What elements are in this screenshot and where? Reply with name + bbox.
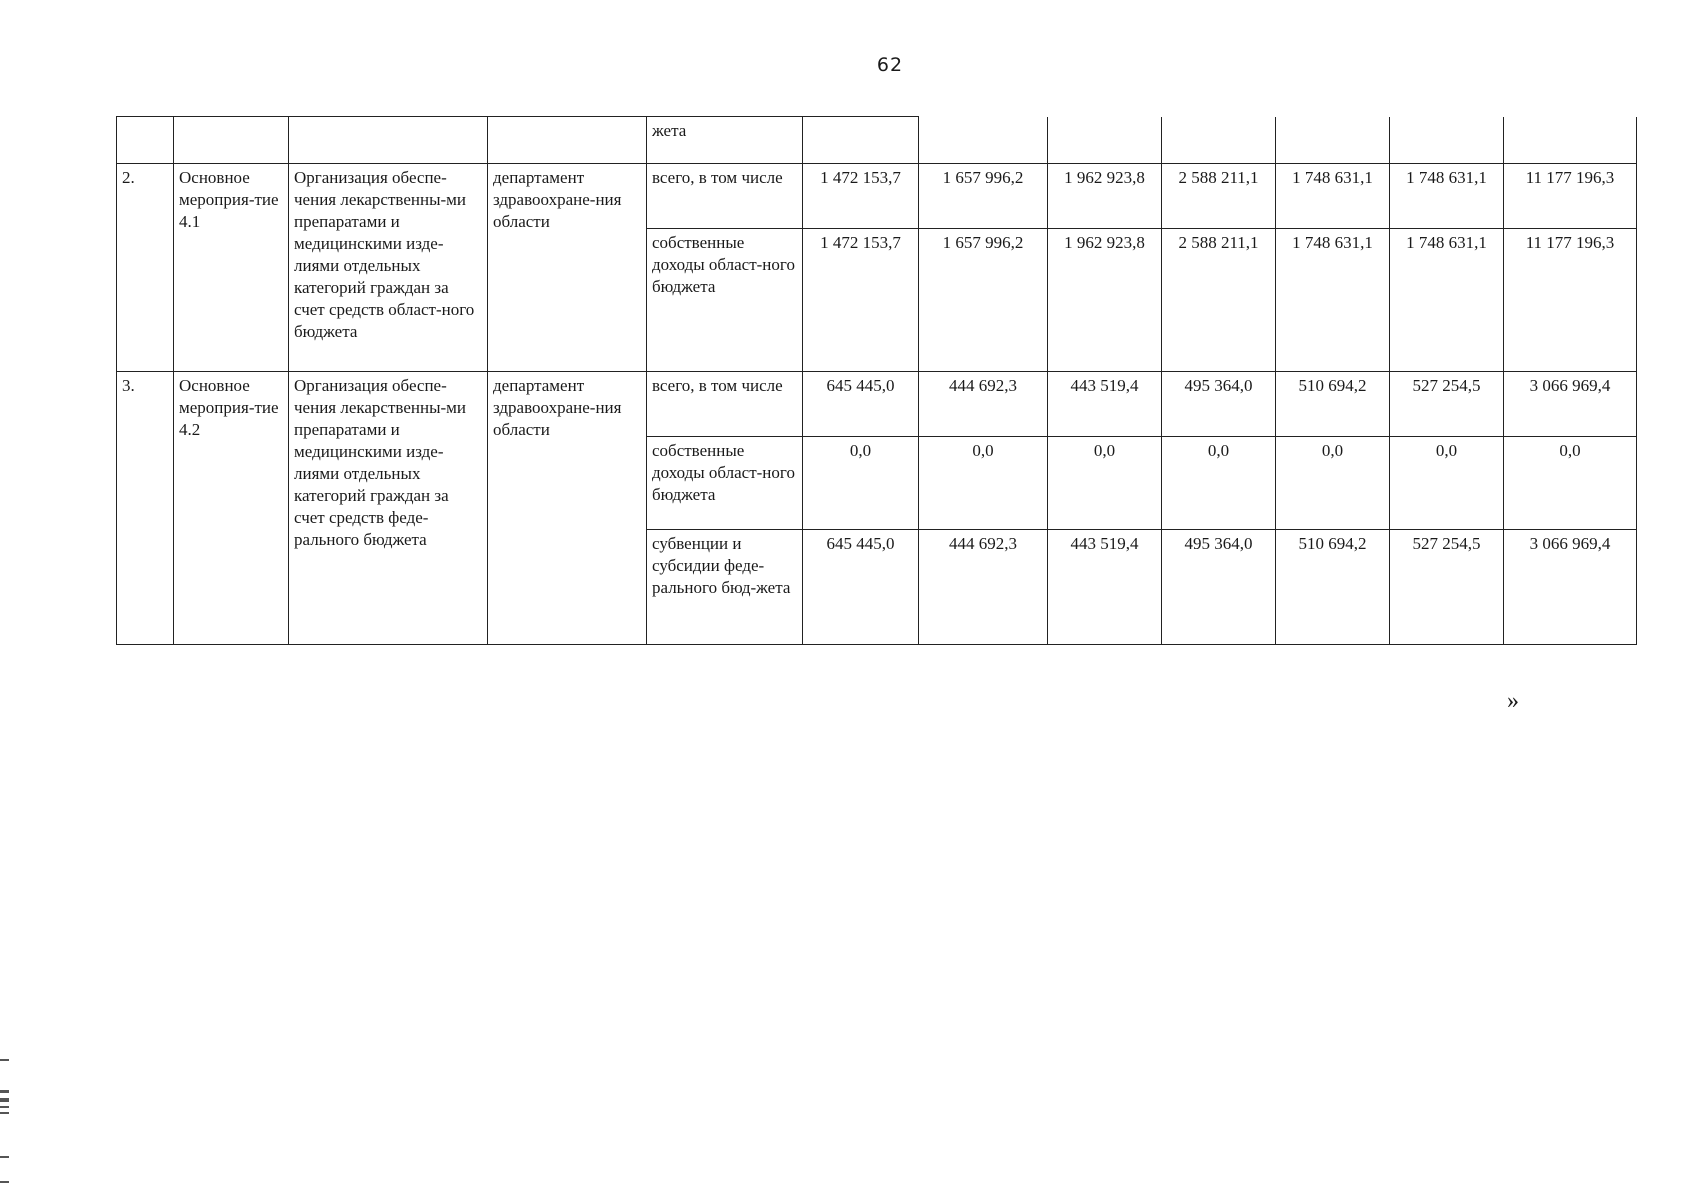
value-cell: 444 692,3 — [919, 372, 1048, 437]
total-cell: 3 066 969,4 — [1504, 372, 1637, 437]
value-cell: 1 657 996,2 — [919, 164, 1048, 229]
source-label: жета — [647, 117, 803, 164]
source-label: субвенции и субсидии феде-рального бюд-жета — [647, 530, 803, 645]
value-cell: 1 962 923,8 — [1048, 164, 1162, 229]
value-cell: 527 254,5 — [1390, 530, 1504, 645]
measure-description: Организация обеспе-чения лекарственны-ми препаратами и медицинскими изде-лиями отдельных категорий граждан за счет средств област-ного бюджета — [289, 164, 488, 372]
value-cell: 0,0 — [1276, 437, 1390, 530]
source-label: собственные доходы област-ного бюджета — [647, 437, 803, 530]
scan-margin-mark — [0, 1059, 9, 1061]
measure-name: Основное мероприя-тие 4.2 — [174, 372, 289, 645]
table-cell — [289, 117, 488, 164]
value-cell: 527 254,5 — [1390, 372, 1504, 437]
value-cell: 443 519,4 — [1048, 530, 1162, 645]
value-cell: 1 962 923,8 — [1048, 229, 1162, 372]
scan-margin-mark — [0, 1181, 9, 1183]
measure-description: Организация обеспе-чения лекарственны-ми препаратами и медицинскими изде-лиями отдельных категорий граждан за счет средств феде-рального бюджета — [289, 372, 488, 645]
scan-margin-mark — [0, 1156, 9, 1158]
value-cell: 0,0 — [1048, 437, 1162, 530]
row-index: 3. — [117, 372, 174, 645]
table-cell — [803, 117, 919, 164]
value-cell: 1 748 631,1 — [1390, 164, 1504, 229]
value-cell: 495 364,0 — [1162, 372, 1276, 437]
table-cell — [1504, 117, 1637, 164]
source-label: всего, в том числе — [647, 372, 803, 437]
executor: департамент здравоохране-ния области — [488, 164, 647, 372]
value-cell: 510 694,2 — [1276, 372, 1390, 437]
table-row — [117, 117, 1637, 164]
scan-margin-mark — [0, 1098, 9, 1102]
value-cell: 444 692,3 — [919, 530, 1048, 645]
table-cell — [1162, 117, 1276, 164]
value-cell: 2 588 211,1 — [1162, 229, 1276, 372]
value-cell: 645 445,0 — [803, 372, 919, 437]
executor: департамент здравоохране-ния области — [488, 372, 647, 645]
value-cell: 495 364,0 — [1162, 530, 1276, 645]
scan-margin-mark — [0, 1106, 9, 1108]
table-row — [117, 372, 1637, 437]
table-cell — [174, 117, 289, 164]
scan-margin-mark — [0, 1112, 9, 1114]
value-cell: 1 472 153,7 — [803, 229, 919, 372]
value-cell: 0,0 — [919, 437, 1048, 530]
measure-name: Основное мероприя-тие 4.1 — [174, 164, 289, 372]
table-cell — [117, 117, 174, 164]
budget-table — [116, 116, 1637, 645]
page-number: 62 — [876, 54, 904, 76]
value-cell: 1 748 631,1 — [1276, 164, 1390, 229]
table-cell — [488, 117, 647, 164]
table-cell — [919, 117, 1048, 164]
source-label: собственные доходы област-ного бюджета — [647, 229, 803, 372]
value-cell: 1 748 631,1 — [1390, 229, 1504, 372]
value-cell: 0,0 — [803, 437, 919, 530]
source-label: всего, в том числе — [647, 164, 803, 229]
value-cell: 1 657 996,2 — [919, 229, 1048, 372]
value-cell: 2 588 211,1 — [1162, 164, 1276, 229]
total-cell: 3 066 969,4 — [1504, 530, 1637, 645]
value-cell: 0,0 — [1390, 437, 1504, 530]
value-cell: 1 472 153,7 — [803, 164, 919, 229]
table-cell — [1390, 117, 1504, 164]
closing-quote: » — [1507, 688, 1519, 714]
value-cell: 1 748 631,1 — [1276, 229, 1390, 372]
value-cell: 645 445,0 — [803, 530, 919, 645]
row-index: 2. — [117, 164, 174, 372]
total-cell: 0,0 — [1504, 437, 1637, 530]
scan-margin-mark — [0, 1090, 9, 1093]
value-cell: 510 694,2 — [1276, 530, 1390, 645]
total-cell: 11 177 196,3 — [1504, 164, 1637, 229]
table-row — [117, 164, 1637, 229]
table-cell — [1276, 117, 1390, 164]
total-cell: 11 177 196,3 — [1504, 229, 1637, 372]
value-cell: 443 519,4 — [1048, 372, 1162, 437]
table-cell — [1048, 117, 1162, 164]
value-cell: 0,0 — [1162, 437, 1276, 530]
